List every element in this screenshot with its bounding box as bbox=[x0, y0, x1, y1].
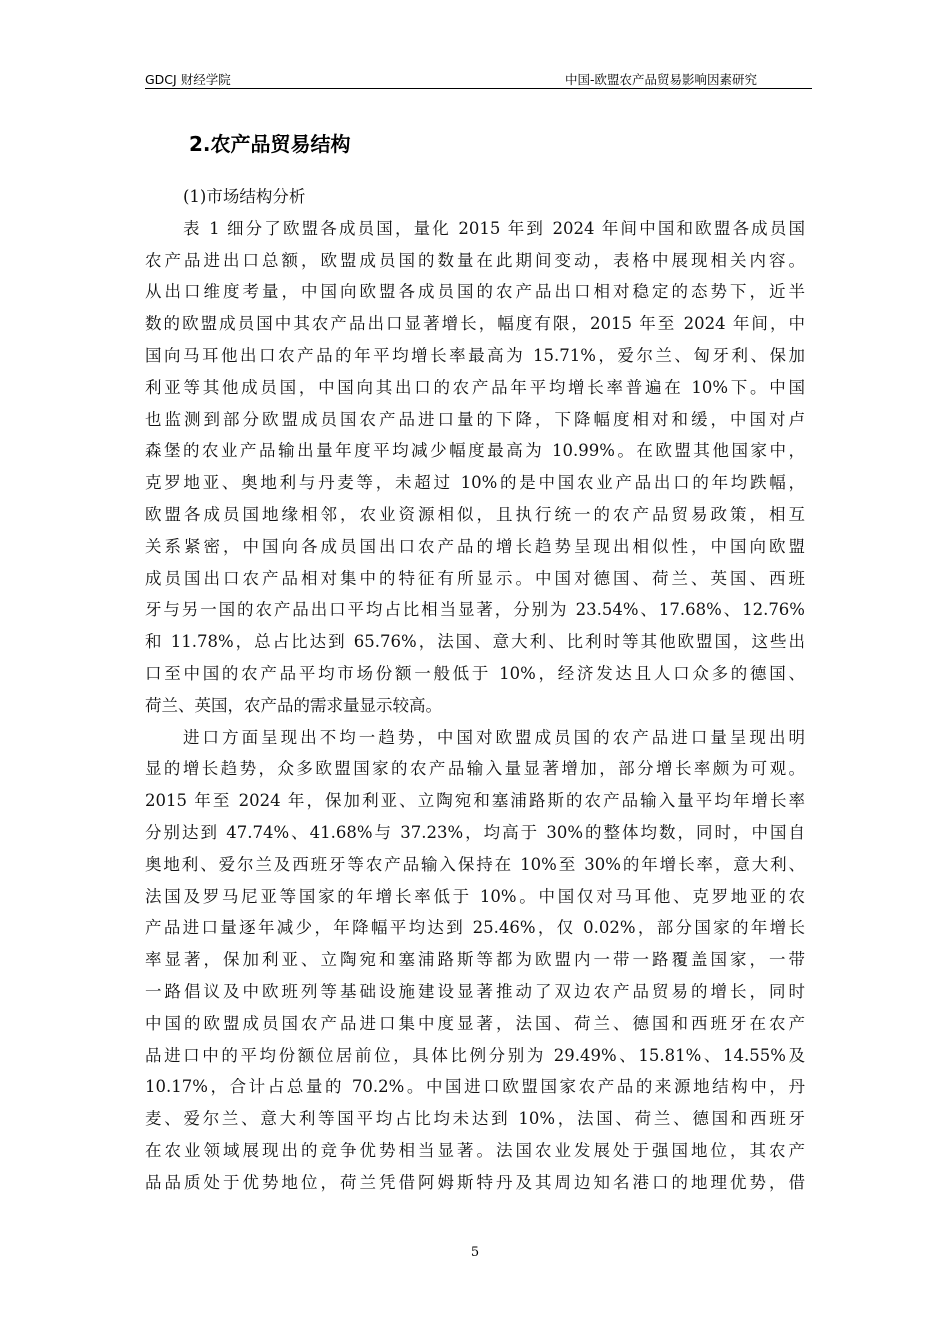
paragraphs bbox=[145, 213, 805, 1199]
text-line: 表 1 细分了欧盟各成员国，量化 2015 年到 2024 年间中国和欧盟各成员国 bbox=[183, 218, 805, 238]
text-line: 森堡的农业产品输出量年度平均减少幅度最高为 10.99%。在欧盟其他国家中， bbox=[145, 441, 805, 461]
subheading: (1)市场结构分析 bbox=[183, 187, 306, 206]
section-title: 2.农产品贸易结构 bbox=[189, 132, 351, 156]
text-line: 荷兰、英国，农产品的需求量显示较高。 bbox=[145, 695, 442, 715]
text-line: 关系紧密，中国向各成员国出口农产品的增长趋势呈现出相似性，中国向欧盟 bbox=[145, 536, 805, 556]
text-line: 分别达到 47.74%、41.68%与 37.23%，均高于 30%的整体均数，同时，中国自 bbox=[145, 822, 805, 842]
text-line: 农产品进出口总额，欧盟成员国的数量在此期间变动，表格中展现相关内容。 bbox=[145, 250, 805, 270]
page-number: 5 bbox=[470, 1245, 480, 1260]
header-left-text: GDCJ 财经学院 bbox=[145, 72, 231, 87]
text-line: 一路倡议及中欧班列等基础设施建设显著推动了双边农产品贸易的增长，同时 bbox=[145, 981, 805, 1001]
text-line: 也监测到部分欧盟成员国农产品进口量的下降，下降幅度相对和缓，中国对卢 bbox=[145, 409, 805, 429]
text-line: 口至中国的农产品平均市场份额一般低于 10%，经济发达且人口众多的德国、 bbox=[145, 663, 805, 683]
text-line: 中国的欧盟成员国农产品进口集中度显著，法国、荷兰、德国和西班牙在农产 bbox=[145, 1013, 805, 1033]
text-line: 和 11.78%，总占比达到 65.76%，法国、意大利、比利时等其他欧盟国，这些出 bbox=[145, 632, 805, 652]
text-line: 成员国出口农产品相对集中的特征有所显示。中国对德国、荷兰、英国、西班 bbox=[145, 568, 805, 588]
text-line: 率显著，保加利亚、立陶宛和塞浦路斯等都为欧盟内一带一路覆盖国家，一带 bbox=[145, 950, 805, 970]
text-line: 品进口中的平均份额位居前位，具体比例分别为 29.49%、15.81%、14.55%及 bbox=[145, 1045, 805, 1065]
text-line: 克罗地亚、奥地利与丹麦等，未超过 10%的是中国农业产品出口的年均跌幅， bbox=[145, 473, 805, 493]
text-line: 法国及罗马尼亚等国家的年增长率低于 10%。中国仅对马耳他、克罗地亚的农 bbox=[145, 886, 805, 906]
body-text bbox=[145, 181, 805, 1199]
paragraph bbox=[145, 722, 805, 1199]
text-line: 2015 年至 2024 年，保加利亚、立陶宛和塞浦路斯的农产品输入量平均年增长率 bbox=[145, 791, 805, 811]
text-line: 麦、爱尔兰、意大利等国平均占比均未达到 10%，法国、荷兰、德国和西班牙 bbox=[145, 1109, 805, 1129]
text-line: 奥地利、爱尔兰及西班牙等农产品输入保持在 10%至 30%的年增长率，意大利、 bbox=[145, 854, 805, 874]
text-line: 欧盟各成员国地缘相邻，农业资源相似，且执行统一的农产品贸易政策，相互 bbox=[145, 504, 805, 524]
text-line: 牙与另一国的农产品出口平均占比相当显著，分别为 23.54%、17.68%、12.76% bbox=[145, 600, 805, 620]
text-line: 品品质处于优势地位，荷兰凭借阿姆斯特丹及其周边知名港口的地理优势，借 bbox=[145, 1172, 805, 1192]
page-header bbox=[145, 70, 812, 89]
text-line: 10.17%，合计占总量的 70.2%。中国进口欧盟国家农产品的来源地结构中，丹 bbox=[145, 1077, 805, 1097]
text-line: 产品进口量逐年减少，年降幅平均达到 25.46%，仅 0.02%，部分国家的年增长 bbox=[145, 918, 805, 938]
text-line: 显的增长趋势，众多欧盟国家的农产品输入量显著增加，部分增长率颇为可观。 bbox=[145, 759, 805, 779]
text-line: 在农业领域展现出的竞争优势相当显著。法国农业发展处于强国地位，其农产 bbox=[145, 1140, 805, 1160]
header-right-text: 中国-欧盟农产品贸易影响因素研究 bbox=[564, 72, 757, 87]
text-line: 利亚等其他成员国，中国向其出口的农产品年平均增长率普遍在 10%下。中国 bbox=[145, 377, 805, 397]
paragraph bbox=[145, 213, 805, 722]
text-line: 国向马耳他出口农产品的年平均增长率最高为 15.71%，爱尔兰、匈牙利、保加 bbox=[145, 345, 805, 365]
text-line: 从出口维度考量，中国向欧盟各成员国的农产品出口相对稳定的态势下，近半 bbox=[145, 282, 805, 302]
text-line: 数的欧盟成员国中其农产品出口显著增长，幅度有限，2015 年至 2024 年间，中 bbox=[145, 314, 805, 334]
text-line: 进口方面呈现出不均一趋势，中国对欧盟成员国的农产品进口量呈现出明 bbox=[183, 727, 805, 747]
